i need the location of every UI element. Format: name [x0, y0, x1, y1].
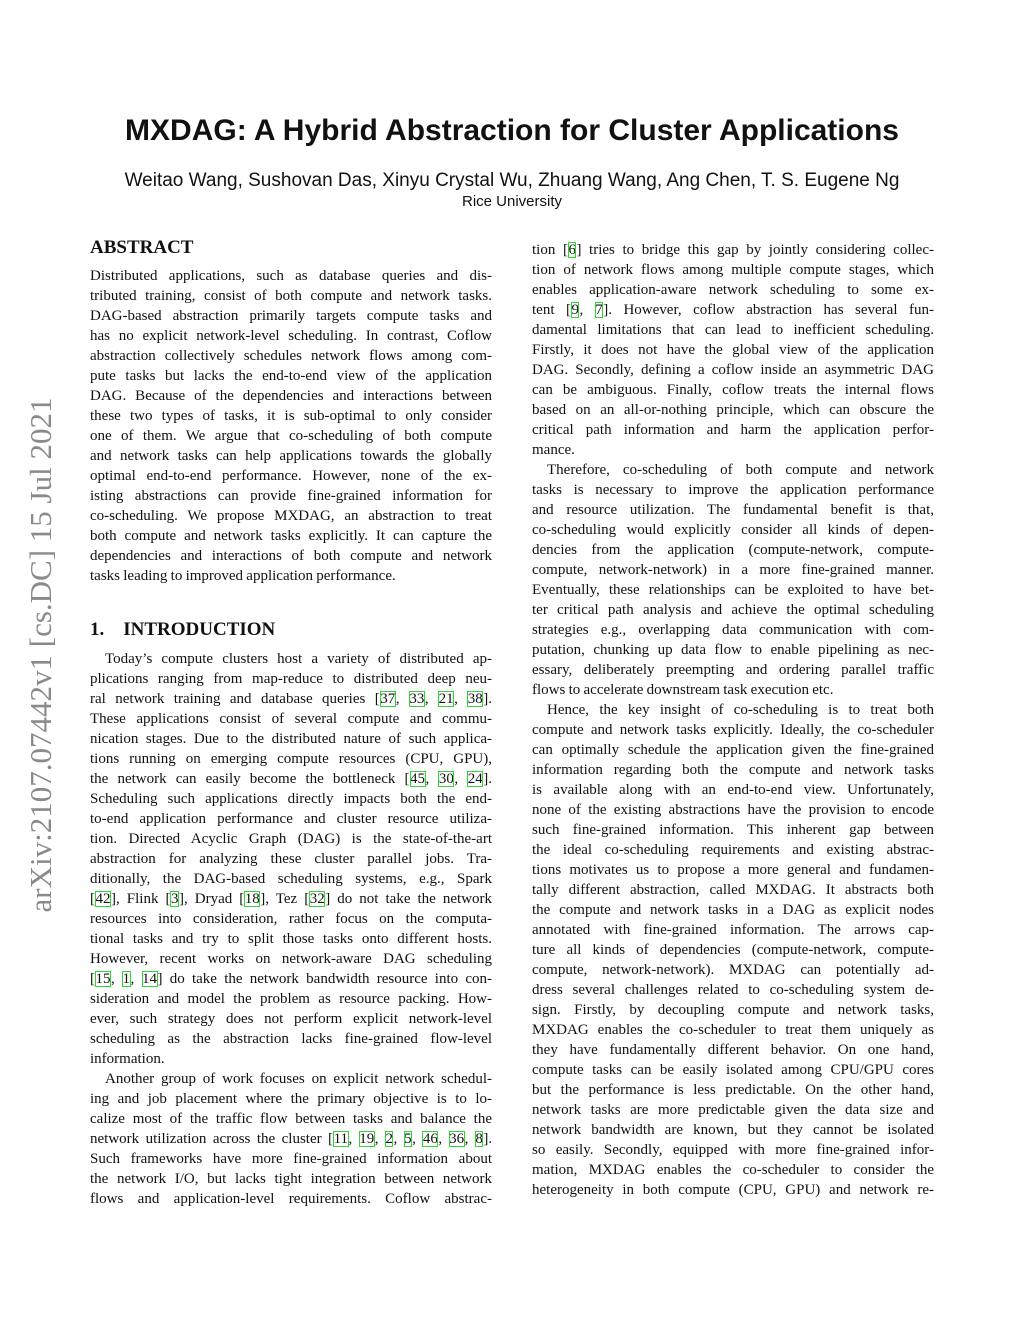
- citation-link[interactable]: 9: [571, 302, 579, 318]
- abstract-heading: ABSTRACT: [90, 237, 194, 258]
- introduction-left-column: [90, 649, 492, 1209]
- text-line: flows to accelerate downstream task execution etc.: [532, 682, 834, 698]
- text-line: tent [9, 7]. However, coflow abstraction has several fun-: [532, 302, 934, 318]
- text-line: to-end application performance and cluster resource utiliza-: [90, 811, 492, 827]
- text-line: tion. Directed Acyclic Graph (DAG) is the state-of-the-art: [90, 831, 492, 847]
- text-line: compute tasks can be easily isolated among CPU/GPU cores: [532, 1062, 934, 1078]
- text-line: annotated with fine-grained information. The arrows cap-: [532, 922, 934, 938]
- text-line: dress several challenges related to co-scheduling system de-: [532, 982, 934, 998]
- text-line: These applications consist of several compute and commu-: [90, 711, 492, 727]
- citation-link[interactable]: 7: [595, 302, 603, 318]
- text-line: critical path information and harm the application perfor-: [532, 422, 934, 438]
- text-line: tion [6] tries to bridge this gap by jointly considering collec-: [532, 242, 934, 258]
- text-line: Such frameworks have more fine-grained information about: [90, 1151, 492, 1167]
- text-line: compute, network-network). MXDAG can potentially ad-: [532, 962, 934, 978]
- text-line: compute, network-network) in a more fine-grained manner.: [532, 562, 934, 578]
- text-line: the network I/O, but lacks tight integration between network: [90, 1171, 492, 1187]
- text-line: sideration and model the problem as resource packing. How-: [90, 991, 492, 1007]
- text-line: tions running on emerging compute resources (CPU, GPU),: [90, 751, 492, 767]
- text-line: tional tasks and try to split those tasks onto different hosts.: [90, 931, 492, 947]
- text-line: so easily. Secondly, equipped with more fine-grained infor-: [532, 1142, 934, 1158]
- text-line: putation, chunking up data flow to enable pipelining as nec-: [532, 642, 934, 658]
- affiliation: Rice University: [461, 193, 563, 210]
- citation-link[interactable]: 46: [422, 1131, 438, 1147]
- citation-link[interactable]: 6: [568, 242, 576, 258]
- text-line: the network can easily become the bottleneck [45, 30, 24].: [90, 771, 493, 787]
- text-line: nication stages. Due to the distributed nature of such applica-: [90, 731, 492, 747]
- text-line: resources into consideration, rather focus on the computa-: [90, 911, 492, 927]
- citation-link[interactable]: 24: [467, 771, 483, 787]
- text-line: Today’s compute clusters host a variety of distributed ap-: [105, 651, 492, 667]
- abstract-body: [90, 266, 492, 586]
- text-line: information regarding both the compute and network tasks: [532, 762, 934, 778]
- text-line: mation, MXDAG enables the co-scheduler to consider the: [532, 1162, 934, 1178]
- text-line: pute tasks but lacks the end-to-end view of the application: [90, 368, 492, 384]
- text-line: network tasks are more predictable given the data size and: [532, 1102, 934, 1118]
- text-line: and network tasks can help applications towards the globally: [90, 448, 492, 464]
- text-line: network utilization across the cluster [11, 19, 2, 5, 46, 36, 8].: [90, 1131, 493, 1147]
- citation-link[interactable]: 32: [309, 891, 325, 907]
- text-line: optimal end-to-end performance. However, none of the ex-: [90, 468, 492, 484]
- citation-link[interactable]: 11: [333, 1131, 349, 1147]
- text-line: sign. Firstly, by decoupling compute and network tasks,: [532, 1002, 934, 1018]
- text-line: scheduling as the abstraction lacks fine-grained flow-level: [90, 1031, 492, 1047]
- citation-link[interactable]: 45: [410, 771, 426, 787]
- citation-link[interactable]: 14: [142, 971, 157, 987]
- citation-link[interactable]: 37: [380, 691, 396, 707]
- text-line: information.: [90, 1051, 165, 1067]
- text-line: has no explicit network-level scheduling. In contrast, Coflow: [90, 328, 492, 344]
- text-line: However, recent works on network-aware DAG scheduling: [90, 951, 492, 967]
- author-list: Weitao Wang, Sushovan Das, Xinyu Crystal Wu, Zhuang Wang, Ang Chen, T. S. Eugene Ng: [124, 170, 900, 191]
- text-line: dencies from the application (compute-network, compute-: [532, 542, 934, 558]
- text-line: tasks leading to improved application performance.: [90, 568, 396, 584]
- text-line: flows and application-level requirements. Coflow abstrac-: [90, 1191, 492, 1207]
- citation-link[interactable]: 36: [449, 1131, 465, 1147]
- text-line: such fine-grained information. This inherent gap between: [532, 822, 934, 838]
- citation-link[interactable]: 33: [409, 691, 425, 707]
- text-line: Another group of work focuses on explicit network schedul-: [105, 1071, 492, 1087]
- text-line: can optimally schedule the application given the fine-grained: [532, 742, 934, 758]
- text-line: and resource utilization. The fundamental benefit is that,: [532, 502, 934, 518]
- text-line: tions motivates us to propose a more general and fundamen-: [532, 862, 934, 878]
- citation-link[interactable]: 30: [438, 771, 454, 787]
- text-line: ing and job placement where the primary objective is to lo-: [90, 1091, 492, 1107]
- citation-link[interactable]: 19: [359, 1131, 375, 1147]
- text-line: Hence, the key insight of co-scheduling is to treat both: [547, 702, 934, 718]
- text-line: DAG. Because of the dependencies and interactions between: [90, 388, 492, 404]
- introduction-heading: 1. INTRODUCTION: [90, 619, 276, 640]
- text-line: ture all kinds of dependencies (compute-network, compute-: [532, 942, 934, 958]
- text-line: tally different abstraction, called MXDAG. It abstracts both: [532, 882, 934, 898]
- citation-link[interactable]: 8: [475, 1131, 483, 1147]
- text-line: co-scheduling. We propose MXDAG, an abstraction to treat: [90, 508, 492, 524]
- text-line: both compute and network tasks explicitly. It can capture the: [90, 528, 492, 544]
- citation-link[interactable]: 18: [244, 891, 260, 907]
- citation-link[interactable]: 38: [467, 691, 483, 707]
- text-line: [42], Flink [3], Dryad [18], Tez [32] do not take the network: [90, 891, 493, 907]
- citation-link[interactable]: 21: [438, 691, 454, 707]
- text-line: MXDAG enables the co-scheduler to treat them uniquely as: [532, 1022, 934, 1038]
- text-line: isting abstractions can provide fine-grained information for: [90, 488, 492, 504]
- text-line: [15, 1, 14] do take the network bandwidth resource into con-: [90, 971, 493, 987]
- text-line: essary, deliberately preempting and ordering parallel traffic: [532, 662, 934, 678]
- text-line: calize most of the traffic flow between tasks and balance the: [90, 1111, 492, 1127]
- text-line: but the performance is less predictable. On the other hand,: [532, 1082, 934, 1098]
- text-line: compute and network tasks explicitly. Ideally, the co-scheduler: [532, 722, 934, 738]
- text-line: abstraction for analyzing these cluster parallel jobs. Tra-: [90, 851, 492, 867]
- citation-link[interactable]: 5: [404, 1131, 412, 1147]
- text-line: tion of network flows among multiple compute stages, which: [532, 262, 934, 278]
- text-line: ral network training and database queries [37, 33, 21, 38].: [90, 691, 493, 707]
- text-line: tributed training, consist of both compute and network tasks.: [90, 288, 492, 304]
- text-line: ditionally, the DAG-based scheduling systems, e.g., Spark: [90, 871, 492, 887]
- text-line: DAG-based abstraction primarily targets compute tasks and: [90, 308, 492, 324]
- paper-title: MXDAG: A Hybrid Abstraction for Cluster Applications: [125, 114, 899, 147]
- text-line: the ideal co-scheduling requirements and existing abstrac-: [532, 842, 934, 858]
- text-line: tasks is necessary to improve the application performance: [532, 482, 934, 498]
- text-line: damental limitations that can lead to inefficient scheduling.: [532, 322, 934, 338]
- text-line: heterogeneity in both compute (CPU, GPU) and network re-: [532, 1182, 934, 1198]
- citation-link[interactable]: 2: [385, 1131, 393, 1147]
- text-line: dependencies and interactions of both compute and network: [90, 548, 492, 564]
- text-line: DAG. Secondly, defining a coflow inside an asymmetric DAG: [532, 362, 934, 378]
- citation-link[interactable]: 1: [122, 971, 130, 987]
- text-line: enables application-aware network scheduling to some ex-: [532, 282, 934, 298]
- text-line: is available along with an end-to-end view. Unfortunately,: [532, 782, 934, 798]
- text-line: Firstly, it does not have the global view of the application: [532, 342, 934, 358]
- arxiv-identifier: arXiv:2107.07442v1 [cs.DC] 15 Jul 2021: [23, 397, 58, 913]
- text-line: ter critical path analysis and achieve the optimal scheduling: [532, 602, 934, 618]
- citation-link[interactable]: 3: [170, 891, 179, 907]
- text-line: Distributed applications, such as database queries and dis-: [90, 268, 492, 284]
- text-line: Therefore, co-scheduling of both compute and network: [547, 462, 934, 478]
- text-line: based on an all-or-nothing principle, which can obscure the: [532, 402, 934, 418]
- text-line: plications ranging from map-reduce to distributed deep neu-: [90, 671, 492, 687]
- text-line: Scheduling such applications directly impacts both the end-: [90, 791, 492, 807]
- text-line: none of the existing abstractions have the provision to encode: [532, 802, 934, 818]
- text-line: the compute and network tasks in a DAG as explicit nodes: [532, 902, 934, 918]
- text-line: abstraction collectively schedules network flows among com-: [90, 348, 492, 364]
- text-line: these two types of tasks, it is sub-optimal to only consider: [90, 408, 492, 424]
- text-line: can be ambiguous. Finally, coflow treats the internal flows: [532, 382, 934, 398]
- text-line: strategies e.g., overlapping data communication with com-: [532, 622, 934, 638]
- text-line: they have fundamentally different behavior. On one hand,: [532, 1042, 934, 1058]
- citation-link[interactable]: 15: [95, 971, 111, 987]
- introduction-right-column: [532, 240, 934, 1200]
- citation-link[interactable]: 42: [95, 891, 111, 907]
- text-line: ever, such strategy does not perform explicit network-level: [90, 1011, 492, 1027]
- text-line: co-scheduling would explicitly consider all kinds of depen-: [532, 522, 934, 538]
- text-line: Eventually, these relationships can be exploited to have bet-: [532, 582, 934, 598]
- text-line: mance.: [532, 442, 575, 458]
- text-line: network bandwidth are known, but they cannot be isolated: [532, 1122, 934, 1138]
- text-line: one of them. We argue that co-scheduling of both compute: [90, 428, 492, 444]
